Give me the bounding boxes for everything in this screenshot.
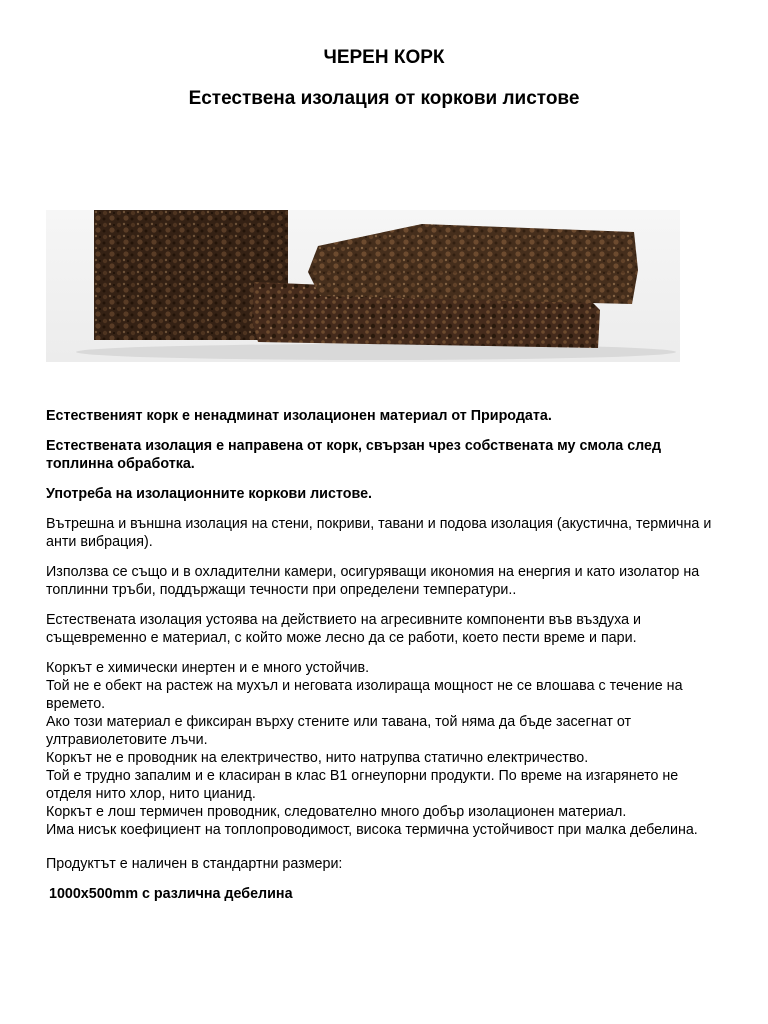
document-body [46,407,726,915]
sizes-intro: Продуктът е наличен в стандартни размери: [46,856,343,872]
property-line: Има нисък коефициент на топлопроводимост, висока термична устойчивост при малка дебелина. [46,822,698,838]
paragraph-usage: Вътрешна и външна изолация на стени, покриви, тавани и подова изолация (акустична, термична и анти вибрация). [46,516,712,550]
property-line: Коркът е лош термичен проводник, следователно много добър изолационен материал. [46,804,627,820]
property-line: Той не е обект на растеж на мухъл и неговата изолираща мощност не се влошава с течение на времето. [46,678,683,712]
cork-boards-illustration [46,210,680,362]
intro-bold-2: Естествената изолация е направена от корк, свързан чрез собствената му смола след топлинна обработка. [46,438,662,472]
paragraph-resistance: Естествената изолация устоява на действието на агресивните компоненти във въздуха и същевременно е материал, с който може лесно да се работи, което пести време и пари. [46,612,641,646]
property-line: Коркът не е проводник на електричество, нито натрупва статично електричество. [46,750,589,766]
cork-boards-photo [46,210,680,362]
intro-bold-1: Естественият корк е ненадминат изолационен материал от Природата. [46,408,552,424]
property-line: Коркът е химически инертен и е много устойчив. [46,660,370,676]
property-line: Той е трудно запалим и е класиран в клас В1 огнеупорни продукти. По време на изгарянето не отделя нито хлор, нито цианид. [46,768,679,802]
properties-block [46,659,726,839]
usage-heading: Употреба на изолационните коркови листове. [46,486,372,502]
property-line: Ако този материал е фиксиран върху стените или тавана, той няма да бъде засегнат от ултравиолетовите лъчи. [46,714,632,748]
document-subtitle: Естествена изолация от коркови листове [188,88,580,109]
sizes-value: 1000x500mm с различна дебелина [49,886,293,902]
paragraph-cold-rooms: Използва се също и в охладителни камери, осигуряващи икономия на енергия и като изолатор на топлинни тръби, поддържащи течности при определени температури.. [46,564,700,598]
document-title: ЧЕРЕН КОРК [323,47,445,68]
